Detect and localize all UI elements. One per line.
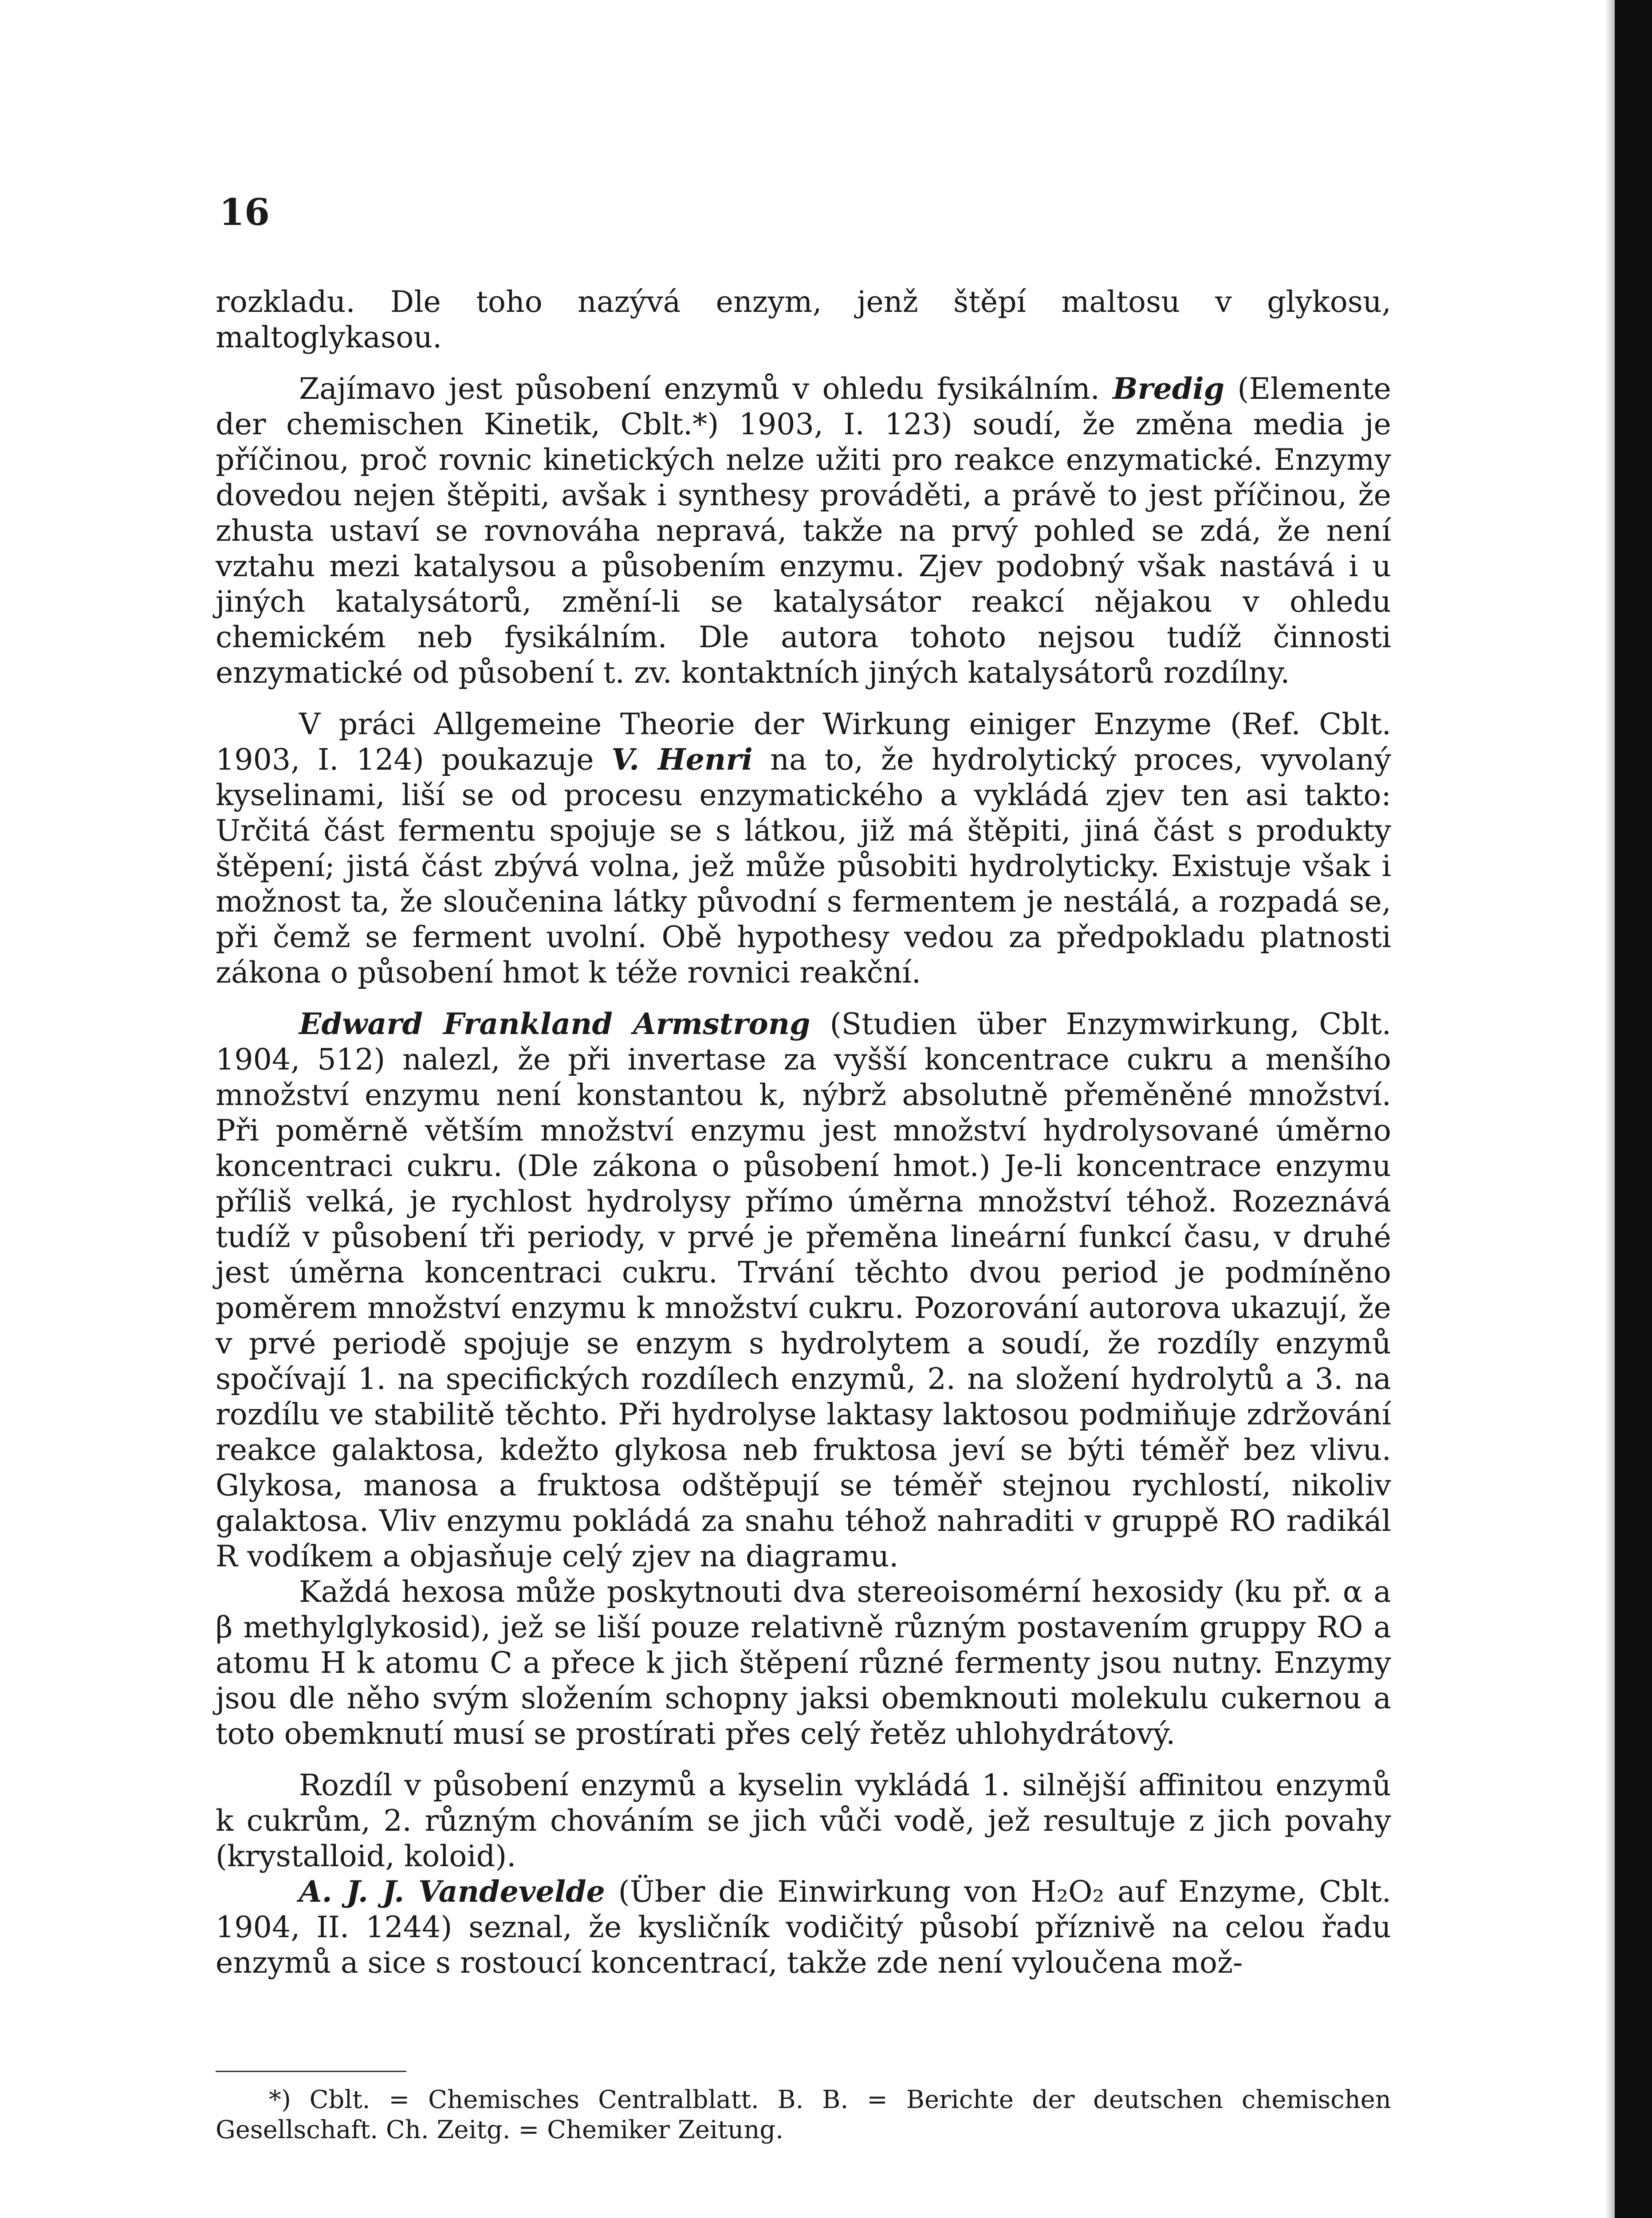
author-name: Edward Frankland Armstrong — [299, 1007, 810, 1041]
scan-edge — [1615, 0, 1652, 2218]
paragraph-hexosa: Každá hexosa může poskytnouti dva stereoisomérní hexosidy (ku př. α a β methylglykosid), jež se liší pouze relativně různým postavením gruppy RO a atomu H k atomu C a přece k jich štěpení různé fermenty jsou nutny. Enzymy jsou dle něho svým složením schopny jaksi obemknouti molekulu cukernou a toto obemknutí musí se prostírati přes celý řetěz uhlohydrátový. — [216, 1574, 1391, 1751]
paragraph-vandevelde: A. J. J. Vandevelde (Über die Einwirkung von H₂O₂ auf Enzyme, Cblt. 1904, II. 1244) seznal, že kysličník vodičitý působí příznivě na celou řadu enzymů a sice s rostoucí koncentrací, takže zde není vyloučena mož- — [216, 1874, 1391, 1980]
body-text — [216, 284, 1391, 1980]
paragraph-rozdil: Rozdíl v působení enzymů a kyselin vykládá 1. silnější affinitou enzymů k cukrům, 2. různým chováním se jich vůči vodě, jež resultuje z jich povahy (krystalloid, koloid). — [216, 1768, 1391, 1873]
paragraph-armstrong: Edward Frankland Armstrong (Studien über Enzymwirkung, Cblt. 1904, 512) nalezl, že při invertase za vyšší koncentrace cukru a menšího množství enzymu není konstantou k, nýbrž absolutně přeměněné množství. Při poměrně větším množství enzymu jest množství hydrolysované úměrno koncentraci cukru. (Dle zákona o působení hmot.) Je-li koncentrace enzymu příliš velká, je rychlost hydrolysy přímo úměrna množství téhož. Rozeznává tudíž v působení tři periody, v prvé je přeměna lineární funkcí času, v druhé jest úměrna koncentraci cukru. Trvání těchto dvou period je podmíněno poměrem množství enzymu k množství cukru. Pozorování autorova ukazují, že v prvé periodě spojuje se enzym s hydrolytem a soudí, že rozdíly enzymů spočívají 1. na specifických rozdílech enzymů, 2. na složení hydrolytů a 3. na rozdílu ve stabilitě těchto. Při hydrolyse laktasy laktosou podmiňuje zdržování reakce galaktosa, kdežto glykosa neb fruktosa jeví se býti téměř bez vlivu. Glykosa, manosa a fruktosa odštěpují se téměř stejnou rychlostí, nikoliv galaktosa. Vliv enzymu pokládá za snahu téhož nahraditi v gruppě RO radikál R vodíkem a objasňuje celý zjev na diagramu. — [216, 1007, 1391, 1573]
scan-edge-shadow — [1605, 0, 1615, 2218]
author-name: V. Henri — [611, 742, 753, 777]
author-name: Bredig — [1113, 371, 1225, 406]
footnote: *) Cblt. = Chemisches Centralblatt. B. B. = Berichte der deutschen chemischen Gesellschaft. Ch. Zeitg. = Chemiker Zeitung. — [216, 2085, 1391, 2144]
footnote-rule — [216, 2071, 406, 2072]
paragraph-bredig: Zajímavo jest působení enzymů v ohledu fysikálním. Bredig (Elemente der chemischen Kinetik, Cblt.*) 1903, I. 123) soudí, že změna media je příčinou, proč rovnic kinetických nelze užiti pro reakce enzymatické. Enzymy dovedou nejen štěpiti, avšak i synthesy prováděti, a právě to jest příčinou, že zhusta ustaví se rovnováha nepravá, takže na prvý pohled se zdá, že není vztahu mezi katalysou a působením enzymu. Zjev podobný však nastává i u jiných katalysátorů, změní-li se katalysátor reakcí nějakou v ohledu chemickém neb fysikálním. Dle autora tohoto nejsou tudíž činnosti enzymatické od působení t. zv. kontaktních jiných katalysátorů rozdílny. — [216, 371, 1391, 690]
paragraph-continuation: rozkladu. Dle toho nazývá enzym, jenž štěpí maltosu v glykosu, maltoglykasou. — [216, 284, 1391, 354]
page-number: 16 — [219, 191, 270, 234]
paragraph-henri: V práci Allgemeine Theorie der Wirkung einiger Enzyme (Ref. Cblt. 1903, I. 124) poukazuje V. Henri na to, že hydrolytický proces, vyvolaný kyselinami, liší se od procesu enzymatického a vykládá zjev ten asi takto: Určitá část fermentu spojuje se s látkou, již má štěpiti, jiná část s produkty štěpení; jistá část zbývá volna, jež může působiti hydrolyticky. Existuje však i možnost ta, že sloučenina látky původní s fermentem je nestálá, a rozpadá se, při čemž se ferment uvolní. Obě hypothesy vedou za předpokladu platnosti zákona o působení hmot k téže rovnici reakční. — [216, 707, 1392, 990]
author-name: A. J. J. Vandevelde — [299, 1874, 605, 1909]
